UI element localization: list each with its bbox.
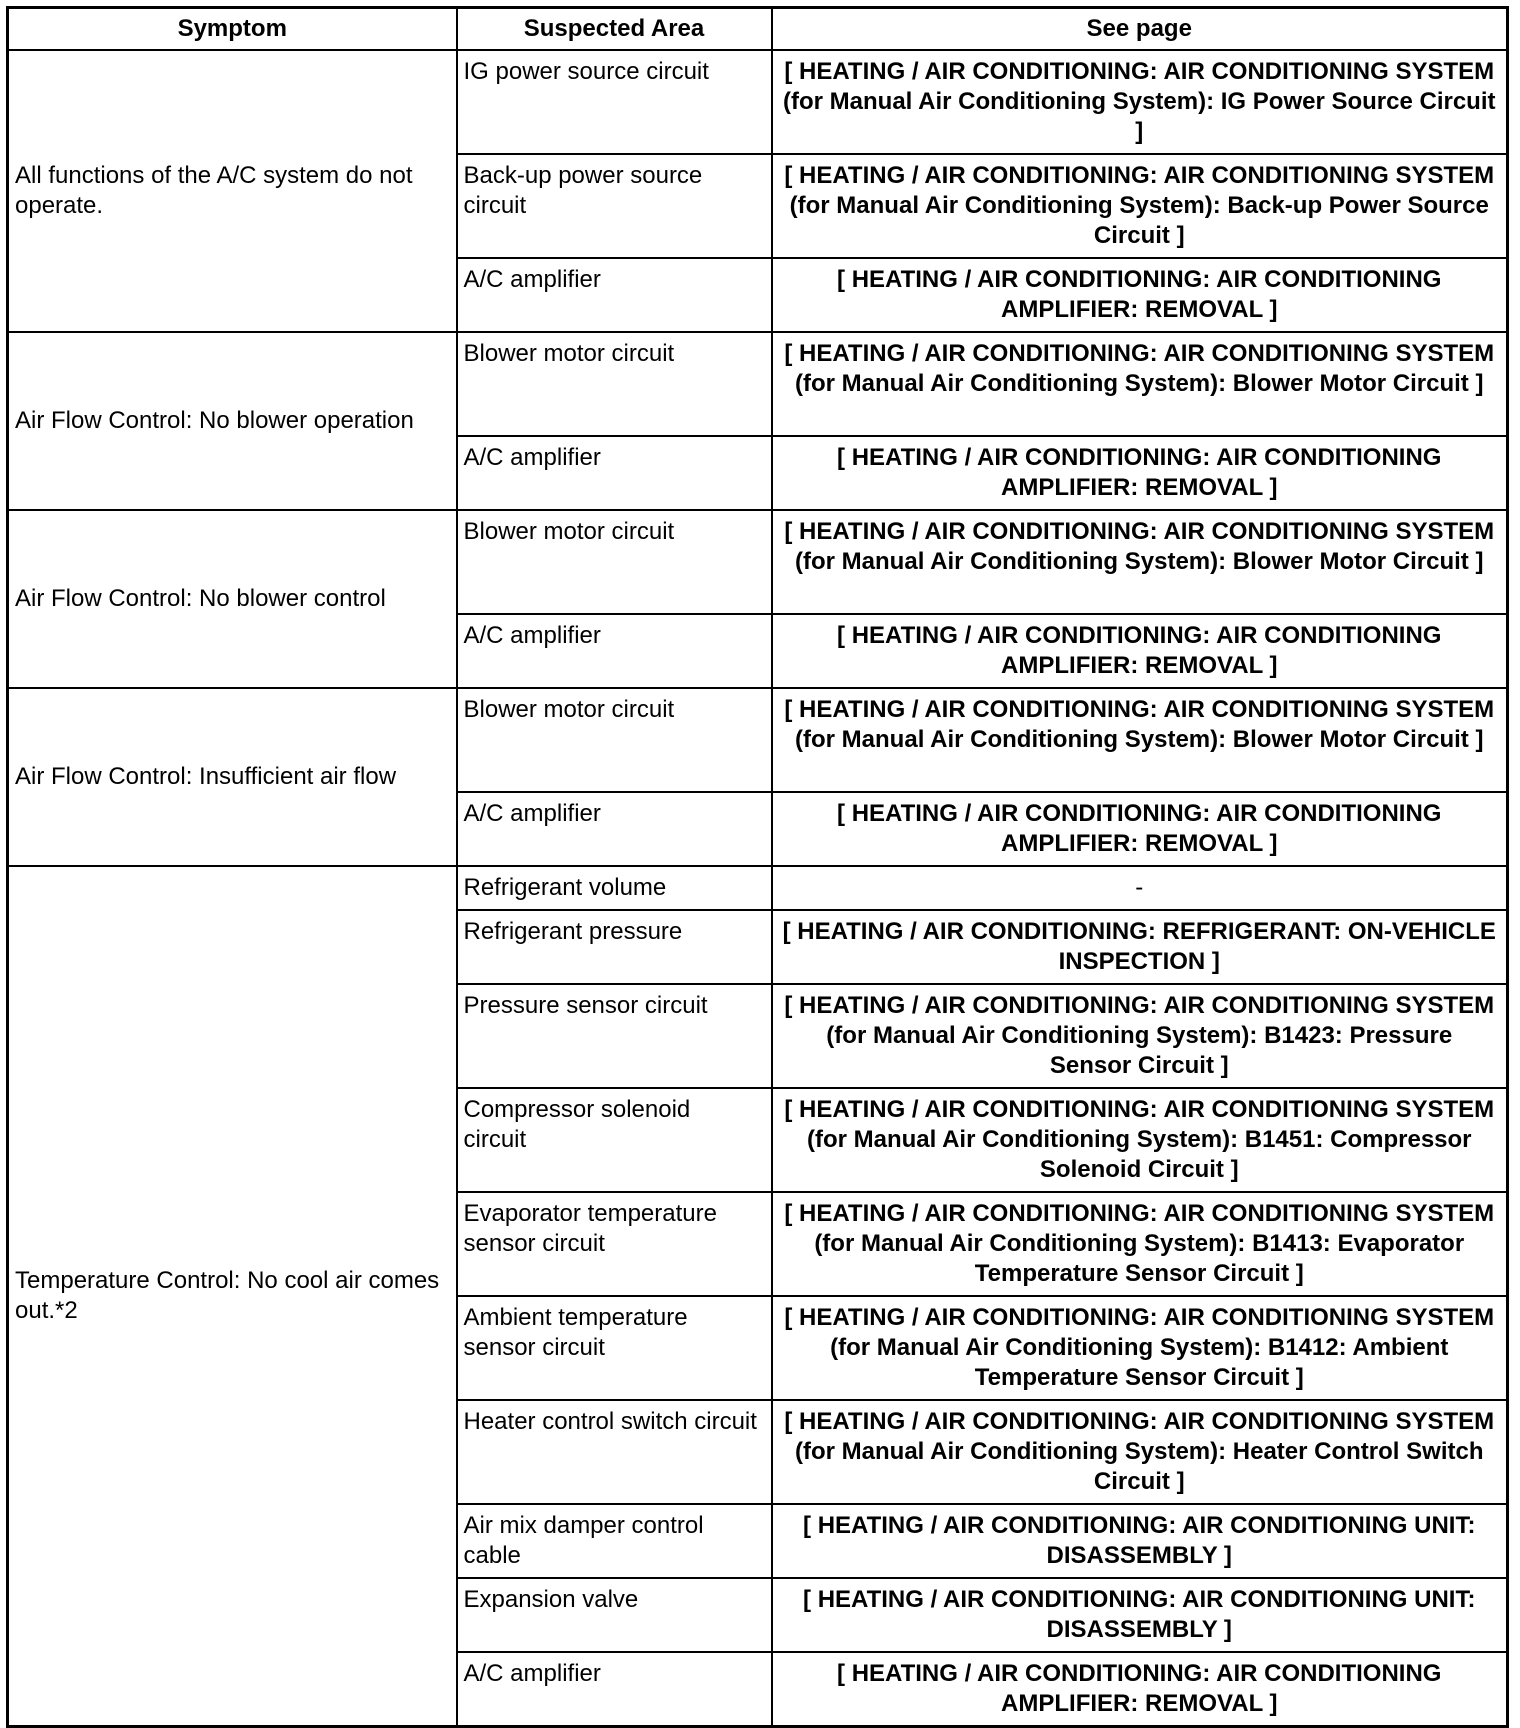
see-page-link[interactable]: [ HEATING / AIR CONDITIONING: AIR CONDITIONING AMPLIFIER: REMOVAL ] <box>772 258 1508 332</box>
suspected-area-cell: Refrigerant pressure <box>457 910 772 984</box>
symptom-cell: Air Flow Control: Insufficient air flow <box>8 688 457 866</box>
symptom-cell: Air Flow Control: No blower control <box>8 510 457 688</box>
see-page-link[interactable]: [ HEATING / AIR CONDITIONING: REFRIGERANT: ON-VEHICLE INSPECTION ] <box>772 910 1508 984</box>
suspected-area-cell: A/C amplifier <box>457 436 772 510</box>
suspected-area-cell: Pressure sensor circuit <box>457 984 772 1088</box>
suspected-area-cell: A/C amplifier <box>457 258 772 332</box>
symptom-cell: Temperature Control: No cool air comes out.*2 <box>8 866 457 1727</box>
table-row <box>8 332 1508 436</box>
see-page-link[interactable]: [ HEATING / AIR CONDITIONING: AIR CONDITIONING SYSTEM (for Manual Air Conditioning System): Back-up Power Source Circuit ] <box>772 154 1508 258</box>
see-page-link[interactable]: [ HEATING / AIR CONDITIONING: AIR CONDITIONING UNIT: DISASSEMBLY ] <box>772 1504 1508 1578</box>
see-page-link[interactable]: [ HEATING / AIR CONDITIONING: AIR CONDITIONING SYSTEM (for Manual Air Conditioning System): B1412: Ambient Temperature Sensor Circuit ] <box>772 1296 1508 1400</box>
suspected-area-cell: Evaporator temperature sensor circuit <box>457 1192 772 1296</box>
table-row <box>8 688 1508 792</box>
see-page-link[interactable]: [ HEATING / AIR CONDITIONING: AIR CONDITIONING SYSTEM (for Manual Air Conditioning System): Blower Motor Circuit ] <box>772 510 1508 614</box>
suspected-area-cell: A/C amplifier <box>457 1652 772 1727</box>
see-page-link[interactable]: [ HEATING / AIR CONDITIONING: AIR CONDITIONING SYSTEM (for Manual Air Conditioning System): B1451: Compressor Solenoid Circuit ] <box>772 1088 1508 1192</box>
suspected-area-cell: A/C amplifier <box>457 614 772 688</box>
header-suspected-area: Suspected Area <box>457 8 772 51</box>
suspected-area-cell: Air mix damper control cable <box>457 1504 772 1578</box>
see-page-link[interactable]: [ HEATING / AIR CONDITIONING: AIR CONDITIONING SYSTEM (for Manual Air Conditioning System): Heater Control Switch Circuit ] <box>772 1400 1508 1504</box>
table-row <box>8 50 1508 154</box>
suspected-area-cell: Blower motor circuit <box>457 510 772 614</box>
see-page-link[interactable]: [ HEATING / AIR CONDITIONING: AIR CONDITIONING AMPLIFIER: REMOVAL ] <box>772 1652 1508 1727</box>
suspected-area-cell: IG power source circuit <box>457 50 772 154</box>
suspected-area-cell: Blower motor circuit <box>457 332 772 436</box>
symptom-cell: All functions of the A/C system do not operate. <box>8 50 457 332</box>
suspected-area-cell: Ambient temperature sensor circuit <box>457 1296 772 1400</box>
table-row <box>8 866 1508 910</box>
table-row <box>8 510 1508 614</box>
see-page-link[interactable]: [ HEATING / AIR CONDITIONING: AIR CONDITIONING AMPLIFIER: REMOVAL ] <box>772 614 1508 688</box>
see-page-link[interactable]: [ HEATING / AIR CONDITIONING: AIR CONDITIONING UNIT: DISASSEMBLY ] <box>772 1578 1508 1652</box>
see-page-link[interactable]: [ HEATING / AIR CONDITIONING: AIR CONDITIONING SYSTEM (for Manual Air Conditioning System): B1413: Evaporator Temperature Sensor Circuit ] <box>772 1192 1508 1296</box>
symptom-cell: Air Flow Control: No blower operation <box>8 332 457 510</box>
table-header-row <box>8 8 1508 51</box>
see-page-link[interactable]: [ HEATING / AIR CONDITIONING: AIR CONDITIONING SYSTEM (for Manual Air Conditioning System): IG Power Source Circuit ] <box>772 50 1508 154</box>
suspected-area-cell: Expansion valve <box>457 1578 772 1652</box>
see-page-link[interactable]: [ HEATING / AIR CONDITIONING: AIR CONDITIONING SYSTEM (for Manual Air Conditioning System): Blower Motor Circuit ] <box>772 688 1508 792</box>
suspected-area-cell: Compressor solenoid circuit <box>457 1088 772 1192</box>
see-page-cell: - <box>772 866 1508 910</box>
header-symptom: Symptom <box>8 8 457 51</box>
suspected-area-cell: Blower motor circuit <box>457 688 772 792</box>
see-page-link[interactable]: [ HEATING / AIR CONDITIONING: AIR CONDITIONING SYSTEM (for Manual Air Conditioning System): Blower Motor Circuit ] <box>772 332 1508 436</box>
suspected-area-cell: Refrigerant volume <box>457 866 772 910</box>
suspected-area-cell: Back-up power source circuit <box>457 154 772 258</box>
suspected-area-cell: Heater control switch circuit <box>457 1400 772 1504</box>
see-page-link[interactable]: [ HEATING / AIR CONDITIONING: AIR CONDITIONING SYSTEM (for Manual Air Conditioning System): B1423: Pressure Sensor Circuit ] <box>772 984 1508 1088</box>
problem-symptoms-table <box>6 6 1509 1728</box>
see-page-link[interactable]: [ HEATING / AIR CONDITIONING: AIR CONDITIONING AMPLIFIER: REMOVAL ] <box>772 436 1508 510</box>
header-see-page: See page <box>772 8 1508 51</box>
see-page-link[interactable]: [ HEATING / AIR CONDITIONING: AIR CONDITIONING AMPLIFIER: REMOVAL ] <box>772 792 1508 866</box>
suspected-area-cell: A/C amplifier <box>457 792 772 866</box>
